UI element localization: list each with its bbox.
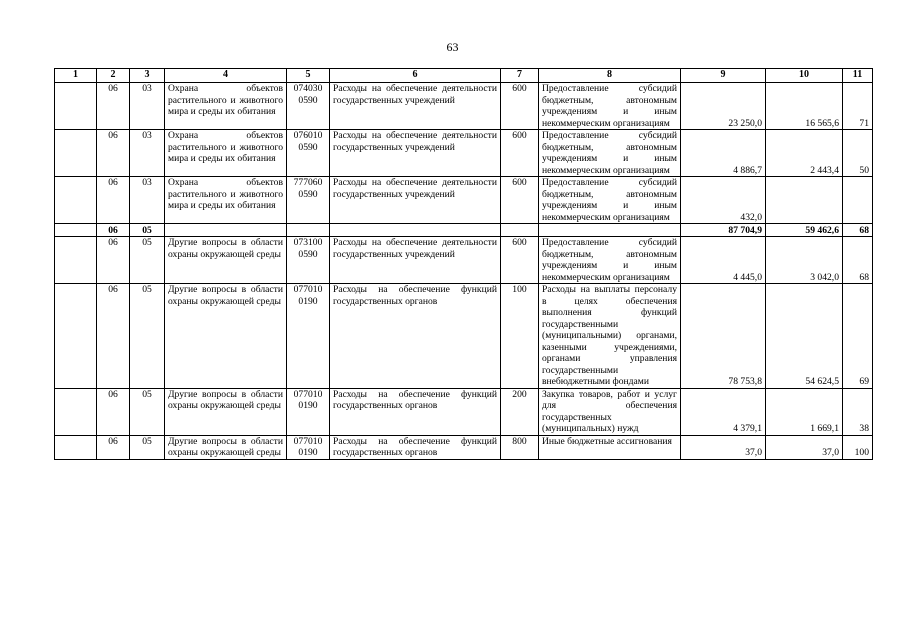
cell-target-article (287, 224, 330, 237)
header-col-7: 7 (501, 69, 539, 83)
cell-section-name: Другие вопросы в области охраны окружающей среды (165, 237, 287, 284)
table-row (55, 435, 873, 459)
cell-section: 06 (97, 177, 130, 224)
cell-subsection: 03 (130, 83, 165, 130)
cell-subsection: 05 (130, 388, 165, 435)
cell-subsection: 05 (130, 237, 165, 284)
table-row (55, 130, 873, 177)
cell-expense-type-name: Предоставление субсидий бюджетным, автономным учреждениям и иным некоммерческим организациям (539, 130, 681, 177)
cell-section: 06 (97, 83, 130, 130)
cell-section-name: Охрана объектов растительного и животного мира и среды их обитания (165, 177, 287, 224)
cell-percent: 38 (843, 388, 873, 435)
cell-section-name: Другие вопросы в области охраны окружающей среды (165, 435, 287, 459)
page-number: 63 (446, 40, 459, 54)
budget-table (54, 68, 873, 460)
subtotal-row (55, 224, 873, 237)
cell-subsection: 05 (130, 284, 165, 389)
cell-subsection: 05 (130, 224, 165, 237)
cell-executed: 54 624,5 (766, 284, 843, 389)
header-col-1: 1 (55, 69, 97, 83)
cell-target-article: 077010 0190 (287, 284, 330, 389)
cell-expense-type-name: Предоставление субсидий бюджетным, автономным учреждениям и иным некоммерческим организациям (539, 177, 681, 224)
cell-expense-type: 600 (501, 83, 539, 130)
cell-col-1 (55, 224, 97, 237)
cell-executed: 2 443,4 (766, 130, 843, 177)
cell-article-name (330, 224, 501, 237)
cell-expense-type: 100 (501, 284, 539, 389)
cell-planned: 4 445,0 (681, 237, 766, 284)
cell-subsection: 05 (130, 435, 165, 459)
cell-section-name: Другие вопросы в области охраны окружающей среды (165, 284, 287, 389)
cell-section: 06 (97, 224, 130, 237)
cell-col-1 (55, 284, 97, 389)
cell-target-article: 777060 0590 (287, 177, 330, 224)
cell-percent: 68 (843, 237, 873, 284)
cell-section-name: Охрана объектов растительного и животного мира и среды их обитания (165, 130, 287, 177)
cell-col-1 (55, 177, 97, 224)
cell-target-article: 076010 0590 (287, 130, 330, 177)
cell-article-name: Расходы на обеспечение функций государственных органов (330, 284, 501, 389)
header-col-8: 8 (539, 69, 681, 83)
cell-planned: 4 379,1 (681, 388, 766, 435)
cell-expense-type: 200 (501, 388, 539, 435)
header-col-9: 9 (681, 69, 766, 83)
cell-subsection: 03 (130, 177, 165, 224)
cell-section-name (165, 224, 287, 237)
cell-expense-type-name: Иные бюджетные ассигнования (539, 435, 681, 459)
cell-expense-type-name: Расходы на выплаты персоналу в целях обеспечения выполнения функций государственными (муниципальными) органами, казенными учреждениями, органами управления государственными внебюджетными фондами (539, 284, 681, 389)
cell-article-name: Расходы на обеспечение деятельности государственных учреждений (330, 177, 501, 224)
header-col-4: 4 (165, 69, 287, 83)
header-col-10: 10 (766, 69, 843, 83)
cell-target-article: 077010 0190 (287, 435, 330, 459)
cell-col-1 (55, 237, 97, 284)
cell-expense-type: 600 (501, 177, 539, 224)
cell-section: 06 (97, 284, 130, 389)
cell-target-article: 077010 0190 (287, 388, 330, 435)
cell-target-article: 074030 0590 (287, 83, 330, 130)
cell-percent: 68 (843, 224, 873, 237)
cell-article-name: Расходы на обеспечение деятельности государственных учреждений (330, 130, 501, 177)
cell-article-name: Расходы на обеспечение деятельности государственных учреждений (330, 83, 501, 130)
cell-article-name: Расходы на обеспечение функций государственных органов (330, 435, 501, 459)
cell-executed: 16 565,6 (766, 83, 843, 130)
cell-percent: 69 (843, 284, 873, 389)
cell-section: 06 (97, 388, 130, 435)
table-row (55, 83, 873, 130)
cell-planned: 432,0 (681, 177, 766, 224)
cell-section-name: Охрана объектов растительного и животного мира и среды их обитания (165, 83, 287, 130)
header-col-6: 6 (330, 69, 501, 83)
cell-section: 06 (97, 435, 130, 459)
header-col-11: 11 (843, 69, 873, 83)
cell-expense-type-name: Предоставление субсидий бюджетным, автономным учреждениям и иным некоммерческим организациям (539, 237, 681, 284)
cell-planned: 78 753,8 (681, 284, 766, 389)
cell-planned: 37,0 (681, 435, 766, 459)
cell-percent: 100 (843, 435, 873, 459)
cell-executed: 3 042,0 (766, 237, 843, 284)
cell-planned: 4 886,7 (681, 130, 766, 177)
table-row (55, 237, 873, 284)
cell-expense-type (501, 224, 539, 237)
cell-expense-type-name (539, 224, 681, 237)
header-col-5: 5 (287, 69, 330, 83)
cell-executed (766, 177, 843, 224)
cell-expense-type-name: Предоставление субсидий бюджетным, автономным учреждениям и иным некоммерческим организациям (539, 83, 681, 130)
cell-section-name: Другие вопросы в области охраны окружающей среды (165, 388, 287, 435)
cell-article-name: Расходы на обеспечение деятельности государственных учреждений (330, 237, 501, 284)
cell-expense-type-name: Закупка товаров, работ и услуг для обеспечения государственных (муниципальных) нужд (539, 388, 681, 435)
cell-col-1 (55, 83, 97, 130)
cell-percent: 50 (843, 130, 873, 177)
cell-executed: 37,0 (766, 435, 843, 459)
cell-executed: 59 462,6 (766, 224, 843, 237)
header-row (55, 69, 873, 83)
cell-expense-type: 800 (501, 435, 539, 459)
cell-planned: 23 250,0 (681, 83, 766, 130)
table-row (55, 388, 873, 435)
cell-section: 06 (97, 237, 130, 284)
cell-target-article: 073100 0590 (287, 237, 330, 284)
cell-col-1 (55, 388, 97, 435)
table-row (55, 177, 873, 224)
cell-col-1 (55, 435, 97, 459)
cell-percent (843, 177, 873, 224)
cell-executed: 1 669,1 (766, 388, 843, 435)
table-row (55, 284, 873, 389)
cell-expense-type: 600 (501, 130, 539, 177)
header-col-2: 2 (97, 69, 130, 83)
cell-article-name: Расходы на обеспечение функций государственных органов (330, 388, 501, 435)
cell-expense-type: 600 (501, 237, 539, 284)
cell-subsection: 03 (130, 130, 165, 177)
header-col-3: 3 (130, 69, 165, 83)
cell-percent: 71 (843, 83, 873, 130)
cell-col-1 (55, 130, 97, 177)
cell-section: 06 (97, 130, 130, 177)
cell-planned: 87 704,9 (681, 224, 766, 237)
